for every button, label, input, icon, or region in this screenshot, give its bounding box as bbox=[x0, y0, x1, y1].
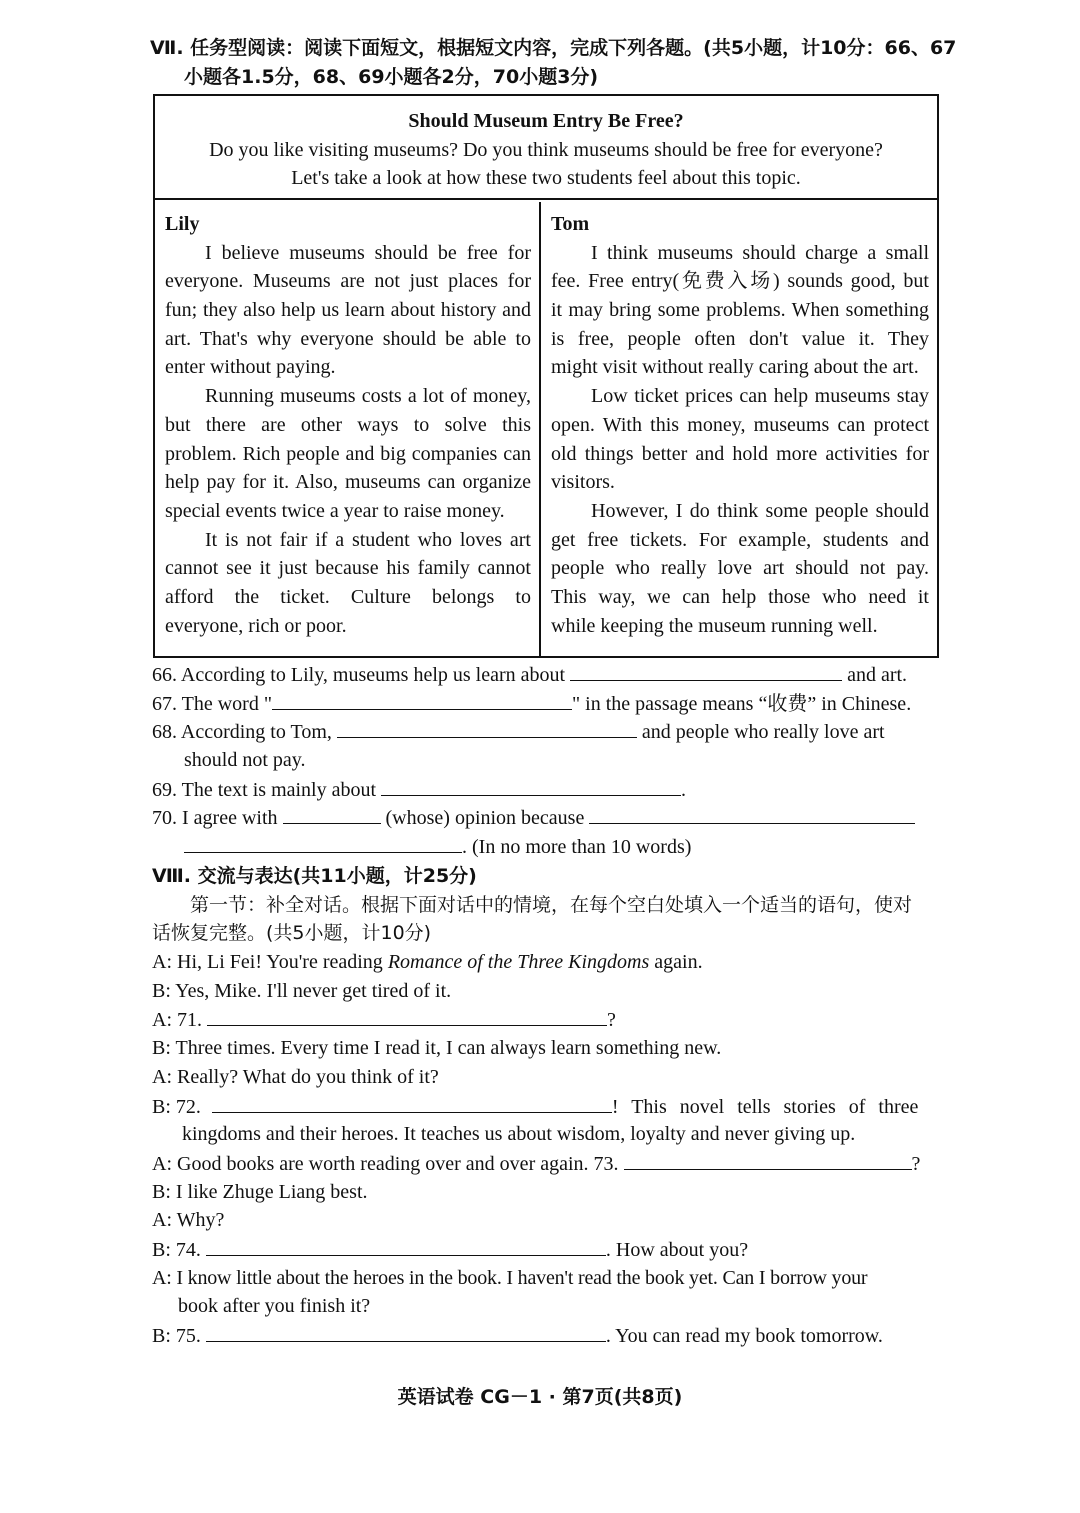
lily-text-line: It is not fair if a student who loves art bbox=[205, 528, 531, 551]
answer-blank-66[interactable] bbox=[570, 660, 842, 681]
tom-text-line: fee. Free entry(免费入场) sounds good, but bbox=[551, 270, 929, 293]
question-70-cont bbox=[152, 832, 938, 861]
lily-text-line: fun; they also help us learn about history and bbox=[165, 299, 531, 322]
passage-intro bbox=[155, 96, 937, 200]
q68-text: 68. According to Tom, bbox=[152, 721, 332, 744]
q69-end: . bbox=[681, 778, 687, 801]
dialogue-line: A: Really? What do you think of it? bbox=[152, 1065, 439, 1088]
answer-blank-71[interactable] bbox=[207, 1005, 607, 1026]
dialogue-text: . How about you? bbox=[605, 1238, 749, 1261]
dialogue-line: book after you finish it? bbox=[178, 1295, 371, 1318]
intro-line: Let's take a look at how these two students feel about this topic. bbox=[291, 167, 801, 190]
dialogue-line-74 bbox=[152, 1235, 940, 1264]
lily-text-line: art. That's why everyone should be able to bbox=[165, 327, 531, 350]
section-7-line1: Ⅶ. 任务型阅读：阅读下面短文，根据短文内容，完成下列各题。(共5小题，计10分：66、67 bbox=[150, 37, 957, 59]
lily-text-line: problem. Rich people and big companies can bbox=[165, 442, 531, 465]
dialogue-line: A: Why? bbox=[152, 1209, 225, 1232]
tom-text-line: open. With this money, museums can protect bbox=[551, 413, 929, 436]
section-8-instructions-cont: 话恢复完整。(共5小题，计10分) bbox=[152, 922, 432, 945]
tom-text-line: old things better and hold more activities for bbox=[551, 442, 929, 465]
dialogue-text: A: Good books are worth reading over and over again. 73. bbox=[152, 1152, 619, 1175]
tom-text-line: people who really love art should not pay. bbox=[551, 557, 929, 580]
question-70 bbox=[152, 803, 938, 832]
questions bbox=[152, 660, 938, 861]
dialogue-text: again. bbox=[649, 951, 703, 974]
lily-text-line: but there are other ways to solve this bbox=[165, 413, 531, 436]
passage-title: Should Museum Entry Be Free? bbox=[408, 110, 684, 132]
q70-text-end: . (In no more than 10 words) bbox=[462, 836, 692, 859]
lily-text-line: cannot see it just because his family cannot bbox=[165, 557, 531, 580]
q67-text-end: " in the passage means “收费” in Chinese. bbox=[572, 692, 912, 715]
answer-blank-72[interactable] bbox=[212, 1092, 612, 1113]
dialogue-line bbox=[152, 948, 940, 977]
dialogue-text: B: 72. bbox=[152, 1095, 201, 1118]
book-title: Romance of the Three Kingdoms bbox=[387, 951, 650, 974]
tom-text-line: while keeping the museum running well. bbox=[551, 614, 878, 637]
tom-text-line: might visit without really caring about the art. bbox=[551, 356, 919, 379]
question-66 bbox=[152, 660, 938, 689]
lily-name: Lily bbox=[165, 213, 200, 235]
tom-column bbox=[541, 202, 937, 656]
question-67 bbox=[152, 689, 938, 718]
answer-blank-70-reason[interactable] bbox=[589, 803, 915, 824]
dialogue-line-73 bbox=[152, 1149, 940, 1178]
dialogue-line: A: I know little about the heroes in the book. I haven't read the book yet. Can I borrow your bbox=[152, 1266, 868, 1289]
section-7-heading bbox=[150, 34, 957, 91]
answer-blank-73[interactable] bbox=[624, 1149, 912, 1170]
q69-text: 69. The text is mainly about bbox=[152, 778, 377, 801]
lily-text-line: afford the ticket. Culture belongs to bbox=[165, 585, 531, 608]
dialogue-line-75 bbox=[152, 1321, 940, 1350]
question-69 bbox=[152, 775, 938, 804]
lily-text-line: I believe museums should be free for bbox=[205, 241, 531, 264]
answer-blank-68[interactable] bbox=[337, 717, 637, 738]
section-8-instructions: 第一节：补全对话。根据下面对话中的情境，在每个空白处填入一个适当的语句，使对 bbox=[190, 893, 913, 916]
tom-text-line: visitors. bbox=[551, 471, 615, 494]
tom-text-line: I think museums should charge a small bbox=[591, 241, 929, 264]
page-footer: 英语试卷 CG－1 · 第7页(共8页) bbox=[397, 1386, 683, 1408]
dialogue-text: B: 74. bbox=[152, 1238, 201, 1261]
q68-text-mid: and people who really love art bbox=[641, 721, 885, 744]
tom-text-line: is free, people often don't value it. They bbox=[551, 327, 929, 350]
tom-text-line: This way, we can help those who need it bbox=[551, 585, 929, 608]
tom-text-line: Low ticket prices can help museums stay bbox=[591, 385, 929, 408]
dialogue-line: B: Yes, Mike. I'll never get tired of it. bbox=[152, 979, 452, 1002]
dialogue-line: kingdoms and their heroes. It teaches us about wisdom, loyalty and never giving up. bbox=[182, 1123, 856, 1146]
lily-text-line: everyone. Museums are not just places for bbox=[165, 270, 531, 293]
tom-text-line: it may bring some problems. When something bbox=[551, 299, 929, 322]
lily-column bbox=[155, 202, 541, 656]
lily-text-line: enter without paying. bbox=[165, 356, 336, 379]
tom-name: Tom bbox=[551, 213, 590, 235]
section-8-heading: Ⅷ. 交流与表达(共11小题，计25分) bbox=[152, 865, 477, 887]
section-7-line2: 小题各1.5分，68、69小题各2分，70小题3分) bbox=[184, 65, 599, 88]
dialogue-text: A: 71. bbox=[152, 1009, 202, 1032]
tom-text-line: However, I do think some people should bbox=[591, 499, 929, 522]
tom-text-line: get free tickets. For example, students and bbox=[551, 528, 929, 551]
dialogue-text: . You can read my book tomorrow. bbox=[605, 1325, 883, 1347]
dialogue-line-71 bbox=[152, 1005, 940, 1034]
q66-text-end: and art. bbox=[847, 664, 908, 686]
answer-blank-74[interactable] bbox=[206, 1235, 606, 1256]
lily-text-line: special events twice a year to raise money. bbox=[165, 499, 505, 522]
dialogue-text: ! This novel tells stories of three bbox=[611, 1095, 919, 1118]
dialogue-text: B: 75. bbox=[152, 1325, 201, 1347]
dialogue-line: B: I like Zhuge Liang best. bbox=[152, 1180, 368, 1203]
answer-blank-75[interactable] bbox=[206, 1321, 606, 1342]
answer-blank-70-reason-cont[interactable] bbox=[184, 832, 462, 853]
intro-line: Do you like visiting museums? Do you think museums should be free for everyone? bbox=[209, 138, 883, 161]
question-68 bbox=[152, 717, 938, 746]
answer-blank-70-whose[interactable] bbox=[283, 803, 381, 824]
q70-text: 70. I agree with bbox=[152, 807, 278, 830]
dialogue-text: ? bbox=[911, 1152, 921, 1175]
q68-text-end: should not pay. bbox=[184, 749, 306, 772]
lily-text-line: Running museums costs a lot of money, bbox=[205, 385, 531, 408]
q67-text: 67. The word " bbox=[152, 692, 272, 715]
answer-blank-67[interactable] bbox=[272, 689, 572, 710]
dialogue-text: A: Hi, Li Fei! You're reading bbox=[152, 951, 388, 974]
passage-box bbox=[153, 94, 939, 658]
section-8 bbox=[152, 862, 940, 1350]
dialogue-line: B: Three times. Every time I read it, I can always learn something new. bbox=[152, 1037, 722, 1060]
answer-blank-69[interactable] bbox=[381, 775, 681, 796]
lily-text-line: help pay for it. Also, museums can organize bbox=[165, 471, 531, 494]
dialogue-line-72 bbox=[152, 1092, 940, 1121]
lily-text-line: everyone, rich or poor. bbox=[165, 614, 347, 637]
q66-text: 66. According to Lily, museums help us learn about bbox=[152, 664, 566, 686]
q70-text-mid: (whose) opinion because bbox=[385, 807, 585, 830]
dialogue-text: ? bbox=[607, 1009, 616, 1032]
